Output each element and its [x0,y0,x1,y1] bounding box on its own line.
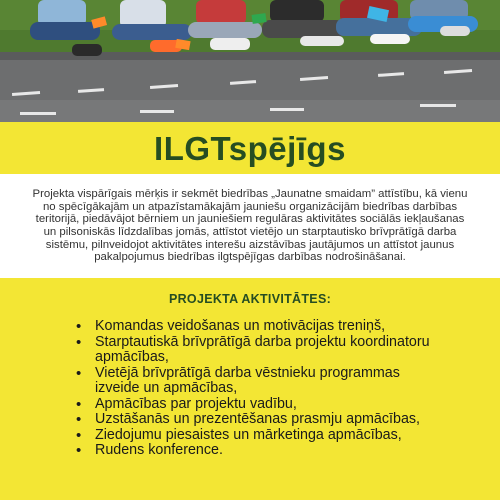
activity-item: • Starptautiskā brīvprātīgā darba projektu koordinatoru apmācības, [91,335,431,366]
page-title: ILGTspējīgs [154,129,346,167]
group-photo-icon [0,0,500,122]
description-section [0,174,500,278]
activity-item: • Uzstāšanās un prezentēšanas prasmju apmācības, [91,412,431,428]
title-band [0,122,500,174]
activity-item: • Komandas veidošanas un motivācijas treniņš, [91,319,431,335]
activity-item: • Rudens konference. [91,443,431,459]
activity-item: • Ziedojumu piesaistes un mārketinga apmācības, [91,428,431,444]
activities-heading: PROJEKTA AKTIVITĀTES: [168,292,332,306]
activities-section [0,278,500,500]
header-photo [0,0,500,122]
activity-item: • Vietējā brīvprātīgā darba vēstnieku programmas izveide un apmācības, [91,366,431,397]
project-description: Projekta vispārīgais mērķis ir sekmēt biedrības „Jaunatne smaidam” attīstību, kā vienu no spēcīgākajām un atpazīstamākajām jauniešu organizācijām biedrības darbības teritorijā, piedāvājot bērniem un jauniešiem regulāras aktivitātes sociālās iekļaušanas un pilsoniskās līdzdalības jomās, attīstot vietējo un starptautisko brīvprātīgā darba sistēmu, pilnveidojot aktivitātes interešu aizstāvības jautājumos un attīstot jaunus pakalpojumus biedrības ilgtspējīgas darbības nodrošināšanai. [32,188,468,264]
activity-item: • Apmācības par projektu vadību, [91,397,431,413]
activities-list [76,319,431,459]
